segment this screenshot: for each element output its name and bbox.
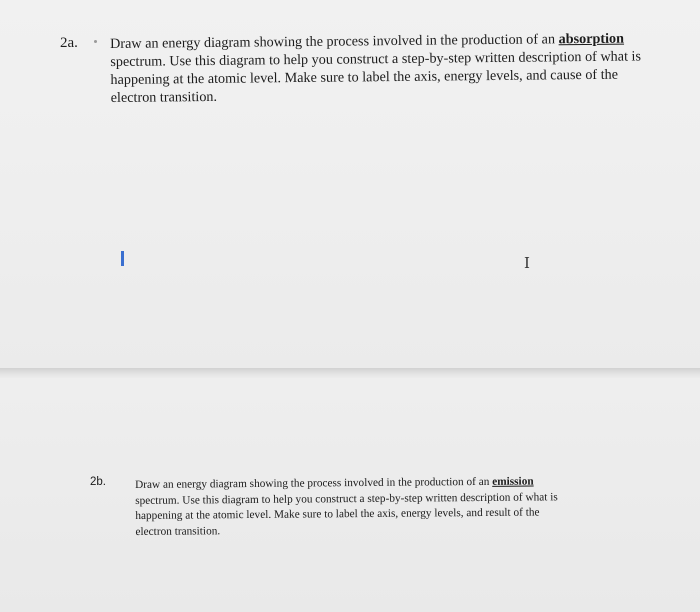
question-2b-text — [135, 474, 636, 541]
bullet-dot — [94, 40, 97, 43]
question-2a-line-1: Draw an energy diagram showing the process involved in the production of an absorption — [110, 30, 625, 52]
question-2a-number: 2a. — [60, 35, 78, 51]
question-2a-line-3: happening at the atomic level. Make sure to label the axis, energy levels, and cause of the — [110, 66, 619, 88]
keyword-absorption: absorption — [558, 30, 625, 48]
question-2b-line-3: happening at the atomic level. Make sure to label the axis, energy levels, and result of the — [135, 506, 540, 523]
keyword-emission: emission — [492, 475, 534, 488]
ibeam-cursor-icon: I — [524, 254, 530, 272]
question-2b-line-1: Draw an energy diagram showing the process involved in the production of an emission — [135, 475, 534, 491]
question-2a-line-2: spectrum. Use this diagram to help you construct a step-by-step written description of what is — [110, 48, 642, 70]
question-2a-line-4: electron transition. — [110, 88, 218, 106]
page-divider — [0, 368, 700, 378]
question-2b-line-2: spectrum. Use this diagram to help you construct a step-by-step written description of what is — [135, 490, 558, 507]
question-2b-line-4: electron transition. — [135, 525, 221, 538]
text-cursor-caret[interactable] — [121, 251, 124, 266]
question-2a-text — [110, 29, 671, 107]
question-2b-number: 2b. — [90, 476, 106, 488]
